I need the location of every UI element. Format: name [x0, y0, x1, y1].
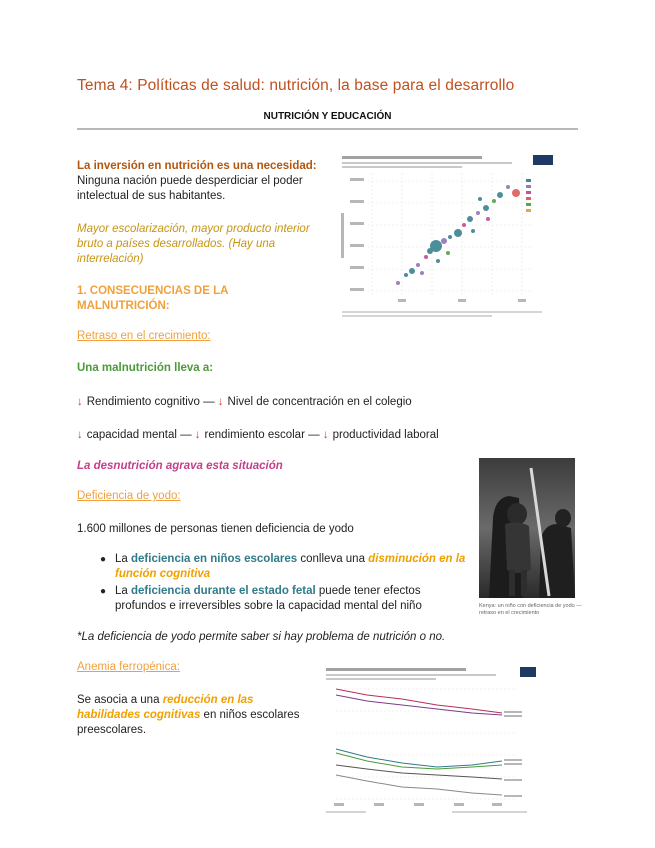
intro-quote: Mayor escolarización, mayor producto interior bruto a países desarrollados. (Hay una interrelación)	[77, 223, 310, 265]
list-item: ● La deficiencia en niños escolares conlleva una disminución en la función cognitiva	[100, 553, 466, 580]
effect-school-performance: rendimiento escolar —	[204, 429, 320, 441]
highlight-schoolchildren: deficiencia en niños escolares	[131, 553, 298, 565]
link-iodine-deficiency[interactable]: Deficiencia de yodo:	[77, 490, 181, 502]
intro-heading: La inversión en nutrición es una necesidad:	[77, 160, 317, 172]
down-arrow-icon: ↓	[77, 396, 83, 408]
highlight-fetal: deficiencia durante el estado fetal	[131, 585, 316, 597]
intro-text: Ninguna nación puede desperdiciar el poder intelectual de sus habitantes.	[77, 175, 303, 202]
effect-productivity: productividad laboral	[332, 429, 439, 441]
effects-line-2	[77, 428, 439, 443]
intro-block	[77, 159, 332, 204]
child-photo	[479, 458, 575, 598]
leads-to-heading: Una malnutrición lleva a:	[77, 362, 214, 374]
bullet-icon: ●	[100, 586, 107, 597]
effect-cognitive: Rendimiento cognitivo —	[86, 396, 215, 408]
down-arrow-icon: ↓	[217, 396, 224, 408]
down-arrow-icon: ↓	[194, 429, 201, 441]
highlight-cognitive-skills: reducción en las habilidades cognitivas	[77, 694, 254, 721]
effects-line-1	[77, 395, 412, 410]
owid-logo	[533, 155, 553, 165]
section-heading: 1. CONSECUENCIAS DE LA MALNUTRICIÓN:	[77, 285, 229, 312]
photo-caption: Kenya: un niño con deficiencia de yodo — retraso en el crecimiento	[479, 603, 582, 616]
list-item: ● La deficiencia durante el estado fetal puede tener efectos profundos e irreversibles sobre la capacidad mental del niño	[100, 585, 422, 612]
effect-concentration: Nivel de concentración en el colegio	[227, 396, 412, 408]
gdp-nutrition-scatter-figure	[338, 153, 556, 321]
down-arrow-icon: ↓	[322, 429, 329, 441]
down-arrow-icon: ↓	[77, 429, 83, 441]
figure-title-scribble	[342, 156, 482, 159]
link-growth-retardation[interactable]: Retraso en el crecimiento:	[77, 330, 211, 342]
highlight-cognitive-decline: disminución en la función cognitiva	[115, 553, 466, 580]
iodine-note: *La deficiencia de yodo permite saber si hay problema de nutrición o no.	[77, 631, 446, 643]
effect-mental-capacity: capacidad mental —	[86, 429, 192, 441]
section-subtitle: NUTRICIÓN Y EDUCACIÓN	[263, 111, 392, 122]
iodine-stat: 1.600 millones de personas tienen deficiencia de yodo	[77, 523, 354, 535]
link-iron-anemia[interactable]: Anemia ferropénica:	[77, 661, 180, 673]
divider	[77, 128, 578, 130]
anemia-text: Se asocia a una reducción en las habilidades cognitivas en niños escolares preescolares.	[77, 694, 300, 736]
page-title: Tema 4: Políticas de salud: nutrición, la base para el desarrollo	[77, 77, 515, 94]
bullet-icon: ●	[100, 554, 107, 565]
anemia-prevalence-chart-figure	[322, 665, 537, 818]
aggravates-note: La desnutrición agrava esta situación	[77, 460, 283, 472]
